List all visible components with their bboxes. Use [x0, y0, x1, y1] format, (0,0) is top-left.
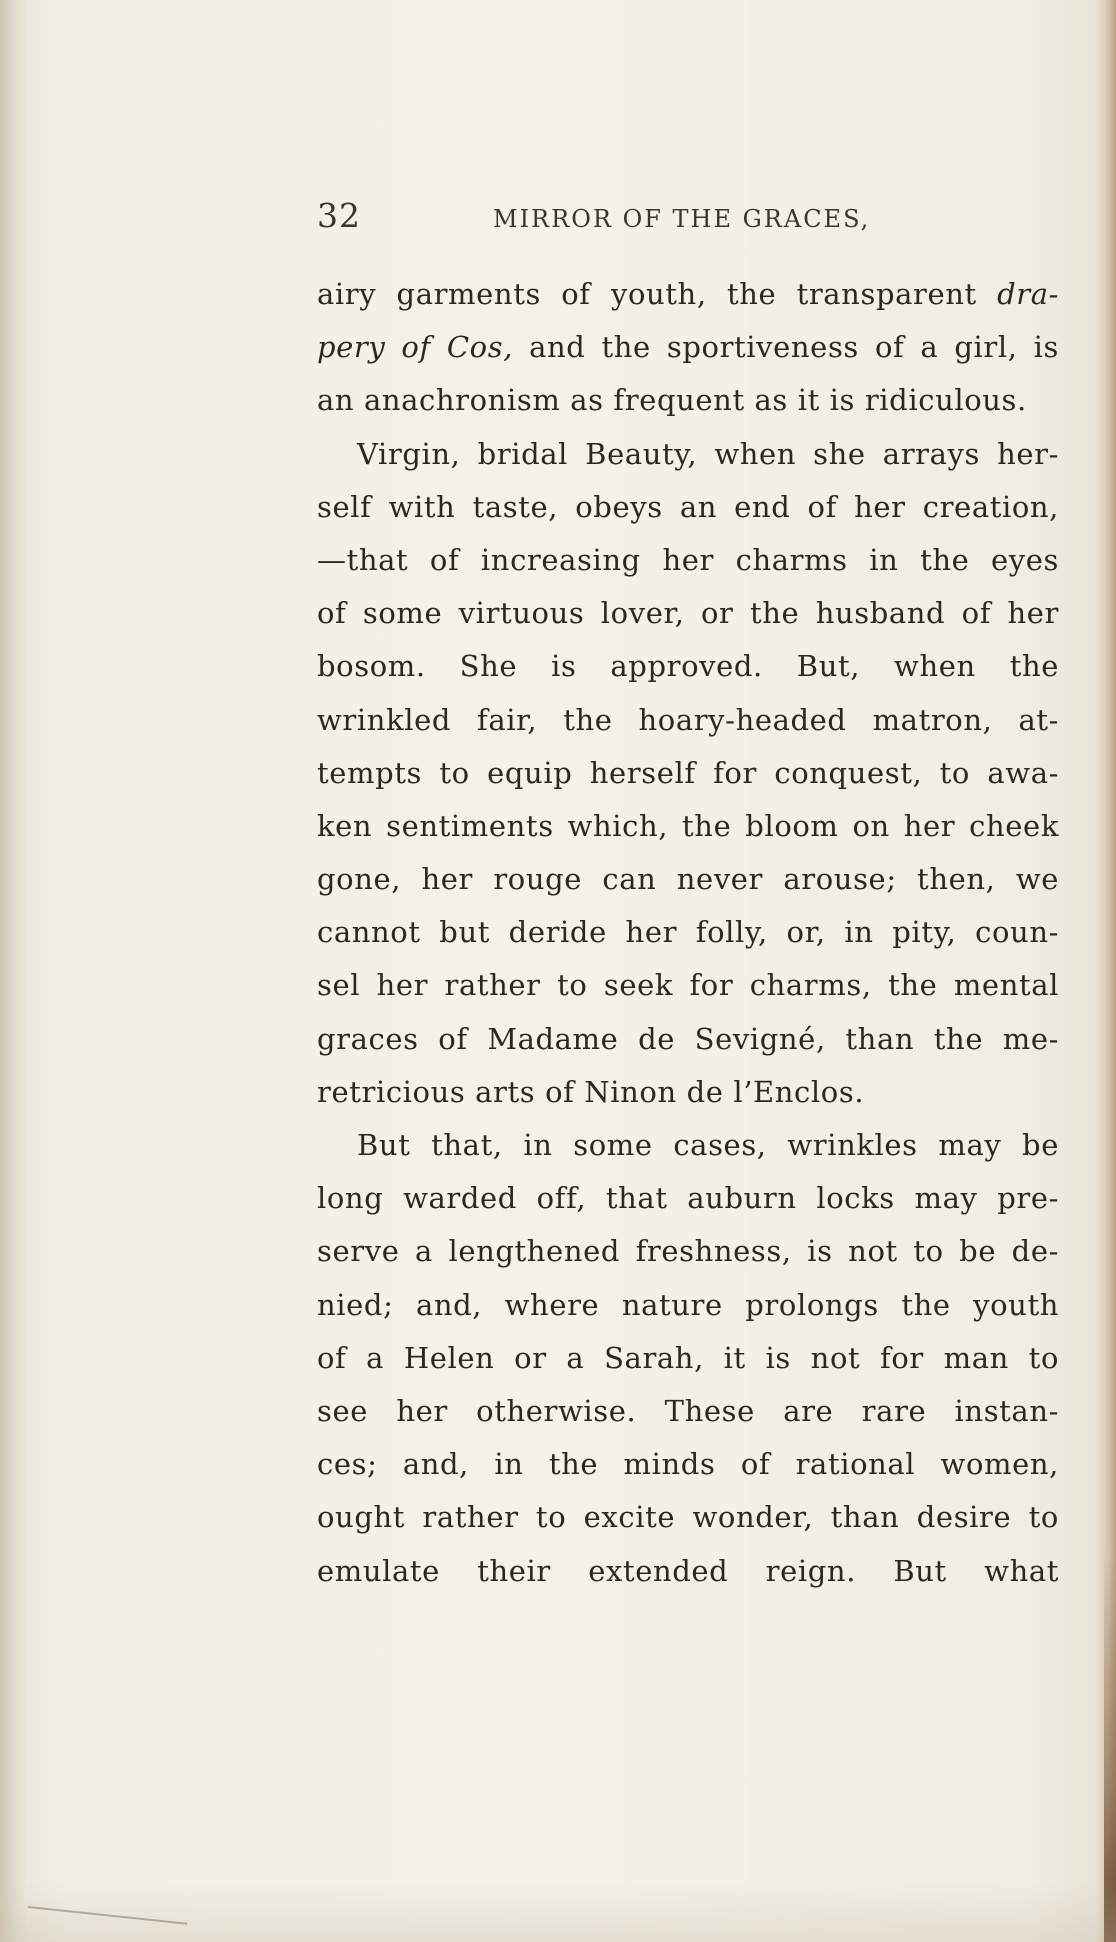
text-line	[317, 268, 1059, 321]
text-segment: an anachronism as frequent as it is ridiculous.	[317, 383, 1027, 418]
text-line	[317, 959, 1059, 1012]
text-segment: —that of increasing her charms in the eyes	[317, 542, 1059, 577]
text-line	[317, 1545, 1059, 1598]
text-segment: But that, in some cases, wrinkles may be	[357, 1128, 1059, 1162]
text-line	[317, 481, 1059, 534]
text-segment: nied; and, where nature prolongs the youth	[317, 1287, 1059, 1322]
italic-text: dra-	[997, 277, 1059, 311]
text-segment: emulate their extended reign. But what	[317, 1553, 1059, 1588]
text-line	[317, 1438, 1059, 1491]
text-segment: wrinkled fair, the hoary-headed matron, at-	[317, 702, 1059, 737]
text-segment: long warded off, that auburn locks may pre-	[317, 1181, 1059, 1216]
text-line	[317, 853, 1059, 906]
page-left-edge	[0, 0, 28, 1942]
text-segment: and the sportiveness of a girl, is	[513, 330, 1059, 365]
text-line	[317, 1172, 1059, 1225]
text-segment: gone, her rouge can never arouse; then, we	[317, 862, 1059, 897]
text-line	[317, 1119, 1059, 1172]
text-line	[317, 800, 1059, 853]
text-segment: tempts to equip herself for conquest, to awa-	[317, 755, 1059, 790]
text-line	[317, 1225, 1059, 1278]
text-segment: ces; and, in the minds of rational women,	[317, 1447, 1059, 1482]
text-segment: self with taste, obeys an end of her creation,	[317, 489, 1059, 524]
text-line	[317, 1385, 1059, 1438]
page-number: 32	[317, 196, 361, 235]
text-line	[317, 1066, 1059, 1119]
running-head: MIRROR OF THE GRACES,	[493, 205, 871, 233]
page-header	[317, 196, 1067, 240]
text-segment: of some virtuous lover, or the husband of her	[317, 596, 1059, 631]
text-line	[317, 1279, 1059, 1332]
text-line	[317, 534, 1059, 587]
text-segment: retricious arts of Ninon de l’Enclos.	[317, 1074, 865, 1109]
text-segment: graces of Madame de Sevigné, than the me-	[317, 1021, 1059, 1056]
text-segment: ken sentiments which, the bloom on her cheek	[317, 808, 1059, 843]
italic-text: pery of Cos,	[317, 330, 514, 365]
text-line	[317, 906, 1059, 959]
text-segment: see her otherwise. These are rare instan-	[317, 1393, 1059, 1428]
text-segment: Virgin, bridal Beauty, when she arrays her-	[357, 436, 1059, 471]
text-segment: serve a lengthened freshness, is not to be de-	[317, 1234, 1059, 1269]
text-line	[317, 1013, 1059, 1066]
text-line	[317, 428, 1059, 481]
text-line	[317, 587, 1059, 640]
text-segment: cannot but deride her folly, or, in pity, coun-	[317, 915, 1059, 950]
text-line	[317, 321, 1059, 374]
text-line	[317, 640, 1059, 693]
page-bottom-edge	[0, 1882, 1116, 1942]
text-line	[317, 694, 1059, 747]
text-line	[317, 747, 1059, 800]
text-line	[317, 1491, 1059, 1544]
body-text	[317, 268, 1059, 1598]
text-segment: ought rather to excite wonder, than desire to	[317, 1500, 1059, 1535]
text-segment: of a Helen or a Sarah, it is not for man to	[317, 1340, 1059, 1375]
text-line	[317, 374, 1059, 427]
text-segment: bosom. She is approved. But, when the	[317, 649, 1059, 684]
text-segment: sel her rather to seek for charms, the mental	[317, 968, 1059, 1003]
text-segment: airy garments of youth, the transparent	[317, 277, 998, 311]
text-line	[317, 1332, 1059, 1385]
